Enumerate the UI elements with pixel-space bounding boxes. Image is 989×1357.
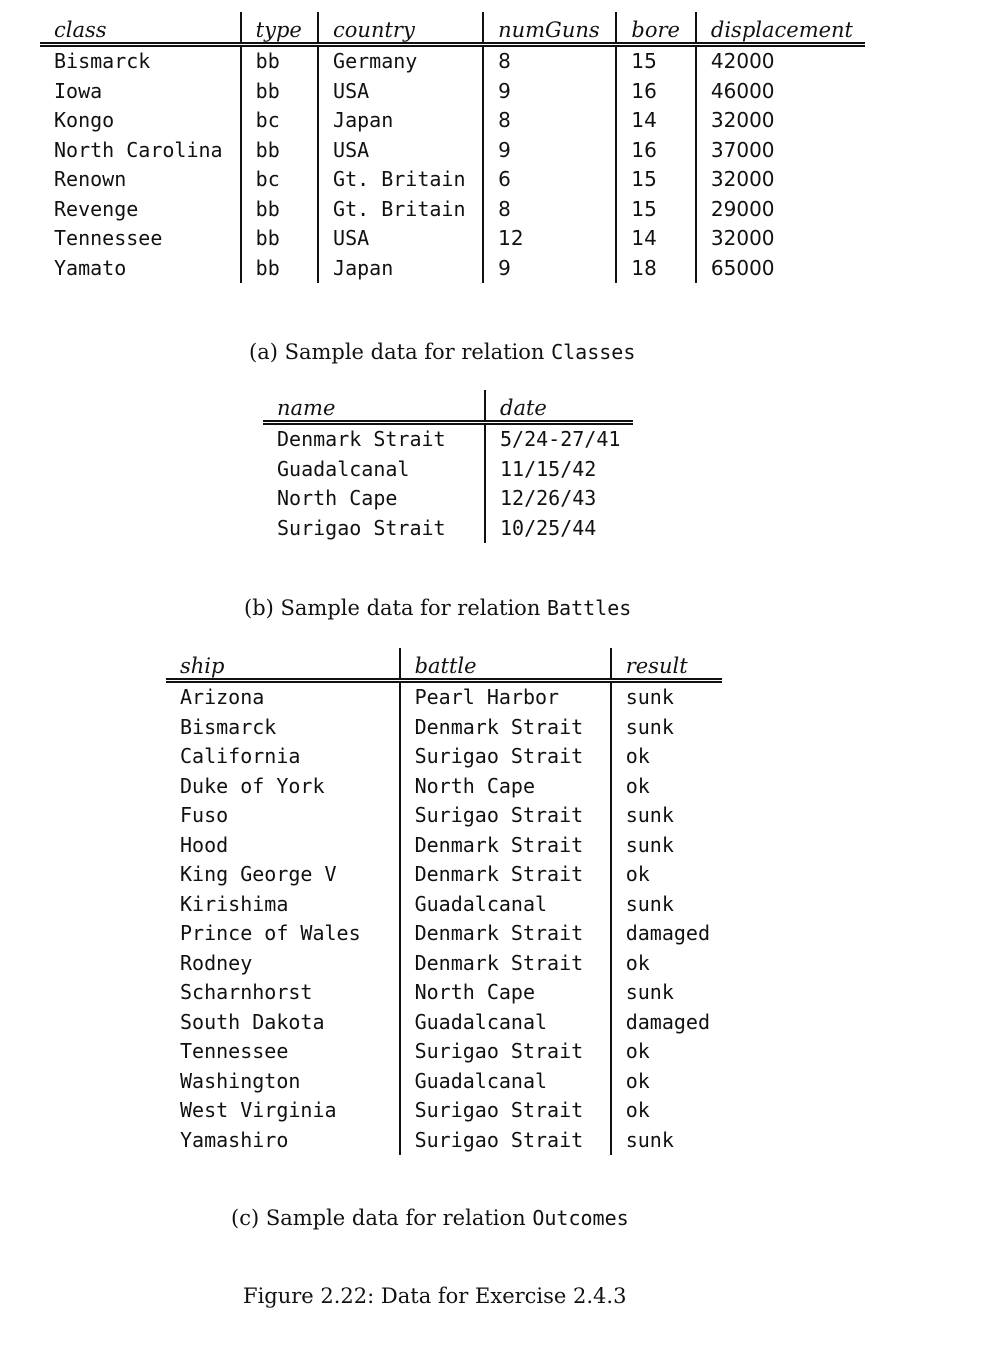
displacement-cell: 32000 bbox=[696, 165, 865, 195]
header-result: result bbox=[611, 648, 722, 681]
table-row bbox=[166, 1037, 722, 1067]
table-row bbox=[40, 195, 865, 225]
name-cell: Surigao Strait bbox=[277, 515, 446, 540]
bore-cell: 15 bbox=[616, 165, 695, 195]
table-row bbox=[166, 1126, 722, 1156]
outcomes-table bbox=[166, 648, 722, 1155]
table-row bbox=[166, 860, 722, 890]
date-cell: 12/26/43 bbox=[485, 484, 633, 514]
result-cell: sunk bbox=[611, 978, 722, 1008]
class-cell: Yamato bbox=[54, 255, 127, 280]
displacement-cell: 65000 bbox=[696, 254, 865, 284]
result-cell: ok bbox=[611, 1096, 722, 1126]
header-displacement: displacement bbox=[696, 12, 865, 45]
battle-cell: Guadalcanal bbox=[400, 890, 611, 920]
battles-table bbox=[263, 390, 633, 543]
result-cell: sunk bbox=[611, 1126, 722, 1156]
type-cell: bb bbox=[241, 77, 318, 107]
header-class: class bbox=[40, 12, 241, 45]
bore-cell: 14 bbox=[616, 106, 695, 136]
outcomes-caption-relation: Outcomes bbox=[532, 1206, 629, 1230]
result-cell: damaged bbox=[611, 919, 722, 949]
battle-cell: Guadalcanal bbox=[400, 1008, 611, 1038]
class-cell: North Carolina bbox=[54, 137, 223, 162]
table-row bbox=[166, 742, 722, 772]
battle-cell: Denmark Strait bbox=[400, 949, 611, 979]
battle-cell: Surigao Strait bbox=[400, 1037, 611, 1067]
result-cell: sunk bbox=[611, 713, 722, 743]
header-country: country bbox=[318, 12, 483, 45]
country-cell: USA bbox=[318, 224, 483, 254]
table-row bbox=[166, 713, 722, 743]
classes-caption bbox=[249, 340, 635, 364]
result-cell: ok bbox=[611, 860, 722, 890]
numguns-cell: 9 bbox=[483, 136, 616, 166]
result-cell: ok bbox=[611, 1067, 722, 1097]
table-row bbox=[40, 77, 865, 107]
battle-cell: Surigao Strait bbox=[400, 1126, 611, 1156]
result-cell: ok bbox=[611, 772, 722, 802]
result-cell: damaged bbox=[611, 1008, 722, 1038]
table-row bbox=[166, 831, 722, 861]
numguns-cell: 9 bbox=[483, 254, 616, 284]
numguns-cell: 8 bbox=[483, 195, 616, 225]
date-cell: 11/15/42 bbox=[485, 455, 633, 485]
class-cell: Bismarck bbox=[54, 49, 151, 73]
type-cell: bc bbox=[241, 165, 318, 195]
figure-caption: Figure 2.22: Data for Exercise 2.4.3 bbox=[243, 1284, 627, 1308]
battle-cell: Surigao Strait bbox=[400, 801, 611, 831]
table-row bbox=[166, 681, 722, 713]
battle-cell: North Cape bbox=[400, 978, 611, 1008]
displacement-cell: 46000 bbox=[696, 77, 865, 107]
outcomes-header-row bbox=[166, 648, 722, 681]
class-cell: Renown bbox=[54, 167, 127, 191]
table-row bbox=[40, 106, 865, 136]
table-row bbox=[263, 514, 633, 544]
classes-table bbox=[40, 12, 865, 283]
date-cell: 10/25/44 bbox=[485, 514, 633, 544]
battles-caption-relation: Battles bbox=[547, 596, 632, 620]
numguns-cell: 9 bbox=[483, 77, 616, 107]
table-row bbox=[40, 224, 865, 254]
name-cell: Guadalcanal bbox=[277, 456, 410, 481]
class-cell: Iowa bbox=[54, 78, 103, 103]
class-cell: Revenge bbox=[54, 196, 139, 221]
country-cell: Gt. Britain bbox=[318, 195, 483, 225]
classes-header-row bbox=[40, 12, 865, 45]
table-row bbox=[166, 1067, 722, 1097]
battles-header-row bbox=[263, 390, 633, 423]
date-cell: 5/24-27/41 bbox=[485, 423, 633, 455]
numguns-cell: 8 bbox=[483, 45, 616, 77]
table-row bbox=[263, 484, 633, 514]
table-row bbox=[166, 801, 722, 831]
table-row bbox=[40, 136, 865, 166]
table-row bbox=[166, 1008, 722, 1038]
battle-cell: Surigao Strait bbox=[400, 742, 611, 772]
country-cell: Gt. Britain bbox=[318, 165, 483, 195]
bore-cell: 15 bbox=[616, 195, 695, 225]
ship-cell: Kirishima bbox=[180, 891, 289, 916]
header-name: name bbox=[263, 390, 485, 423]
table-row bbox=[40, 45, 865, 77]
ship-cell: West Virginia bbox=[180, 1098, 337, 1122]
displacement-cell: 32000 bbox=[696, 106, 865, 136]
battles-caption bbox=[244, 596, 631, 620]
ship-cell: California bbox=[180, 744, 301, 768]
classes-caption-text: (a) Sample data for relation bbox=[249, 340, 552, 364]
ship-cell: Hood bbox=[180, 832, 229, 857]
outcomes-caption bbox=[231, 1206, 629, 1230]
numguns-cell: 8 bbox=[483, 106, 616, 136]
ship-cell: Yamashiro bbox=[180, 1127, 289, 1152]
ship-cell: South Dakota bbox=[180, 1009, 325, 1034]
ship-cell: Duke of York bbox=[180, 773, 325, 798]
table-row bbox=[166, 890, 722, 920]
name-cell: Denmark Strait bbox=[277, 427, 446, 451]
class-cell: Kongo bbox=[54, 108, 115, 132]
outcomes-caption-text: (c) Sample data for relation bbox=[231, 1206, 533, 1230]
type-cell: bb bbox=[241, 136, 318, 166]
ship-cell: Washington bbox=[180, 1068, 301, 1093]
bore-cell: 18 bbox=[616, 254, 695, 284]
result-cell: sunk bbox=[611, 801, 722, 831]
table-row bbox=[166, 919, 722, 949]
numguns-cell: 12 bbox=[483, 224, 616, 254]
battle-cell: Denmark Strait bbox=[400, 860, 611, 890]
ship-cell: Rodney bbox=[180, 950, 253, 975]
displacement-cell: 29000 bbox=[696, 195, 865, 225]
country-cell: Germany bbox=[318, 45, 483, 77]
header-numguns: numGuns bbox=[483, 12, 616, 45]
bore-cell: 16 bbox=[616, 136, 695, 166]
type-cell: bb bbox=[241, 224, 318, 254]
ship-cell: Fuso bbox=[180, 803, 229, 827]
country-cell: USA bbox=[318, 77, 483, 107]
table-row bbox=[166, 772, 722, 802]
classes-caption-relation: Classes bbox=[551, 340, 636, 364]
battle-cell: North Cape bbox=[400, 772, 611, 802]
bore-cell: 14 bbox=[616, 224, 695, 254]
type-cell: bc bbox=[241, 106, 318, 136]
header-date: date bbox=[485, 390, 633, 423]
result-cell: ok bbox=[611, 742, 722, 772]
battle-cell: Denmark Strait bbox=[400, 831, 611, 861]
type-cell: bb bbox=[241, 195, 318, 225]
country-cell: Japan bbox=[318, 254, 483, 284]
table-row bbox=[166, 978, 722, 1008]
result-cell: ok bbox=[611, 949, 722, 979]
header-ship: ship bbox=[166, 648, 400, 681]
table-row bbox=[166, 1096, 722, 1126]
battles-caption-text: (b) Sample data for relation bbox=[244, 596, 548, 620]
battle-cell: Denmark Strait bbox=[400, 713, 611, 743]
class-cell: Tennessee bbox=[54, 226, 163, 250]
ship-cell: Scharnhorst bbox=[180, 980, 313, 1004]
result-cell: sunk bbox=[611, 890, 722, 920]
displacement-cell: 32000 bbox=[696, 224, 865, 254]
result-cell: sunk bbox=[611, 831, 722, 861]
ship-cell: King George V bbox=[180, 862, 337, 886]
ship-cell: Arizona bbox=[180, 685, 265, 709]
battle-cell: Denmark Strait bbox=[400, 919, 611, 949]
table-row bbox=[263, 455, 633, 485]
ship-cell: Tennessee bbox=[180, 1039, 289, 1063]
bore-cell: 16 bbox=[616, 77, 695, 107]
result-cell: ok bbox=[611, 1037, 722, 1067]
table-row bbox=[263, 423, 633, 455]
ship-cell: Prince of Wales bbox=[180, 921, 361, 945]
result-cell: sunk bbox=[611, 681, 722, 713]
header-bore: bore bbox=[616, 12, 695, 45]
battle-cell: Pearl Harbor bbox=[400, 681, 611, 713]
battle-cell: Guadalcanal bbox=[400, 1067, 611, 1097]
displacement-cell: 37000 bbox=[696, 136, 865, 166]
country-cell: Japan bbox=[318, 106, 483, 136]
table-row bbox=[166, 949, 722, 979]
name-cell: North Cape bbox=[277, 486, 398, 510]
table-row bbox=[40, 254, 865, 284]
type-cell: bb bbox=[241, 254, 318, 284]
displacement-cell: 42000 bbox=[696, 45, 865, 77]
numguns-cell: 6 bbox=[483, 165, 616, 195]
type-cell: bb bbox=[241, 45, 318, 77]
bore-cell: 15 bbox=[616, 45, 695, 77]
header-type: type bbox=[241, 12, 318, 45]
country-cell: USA bbox=[318, 136, 483, 166]
header-battle: battle bbox=[400, 648, 611, 681]
ship-cell: Bismarck bbox=[180, 714, 277, 739]
battle-cell: Surigao Strait bbox=[400, 1096, 611, 1126]
table-row bbox=[40, 165, 865, 195]
